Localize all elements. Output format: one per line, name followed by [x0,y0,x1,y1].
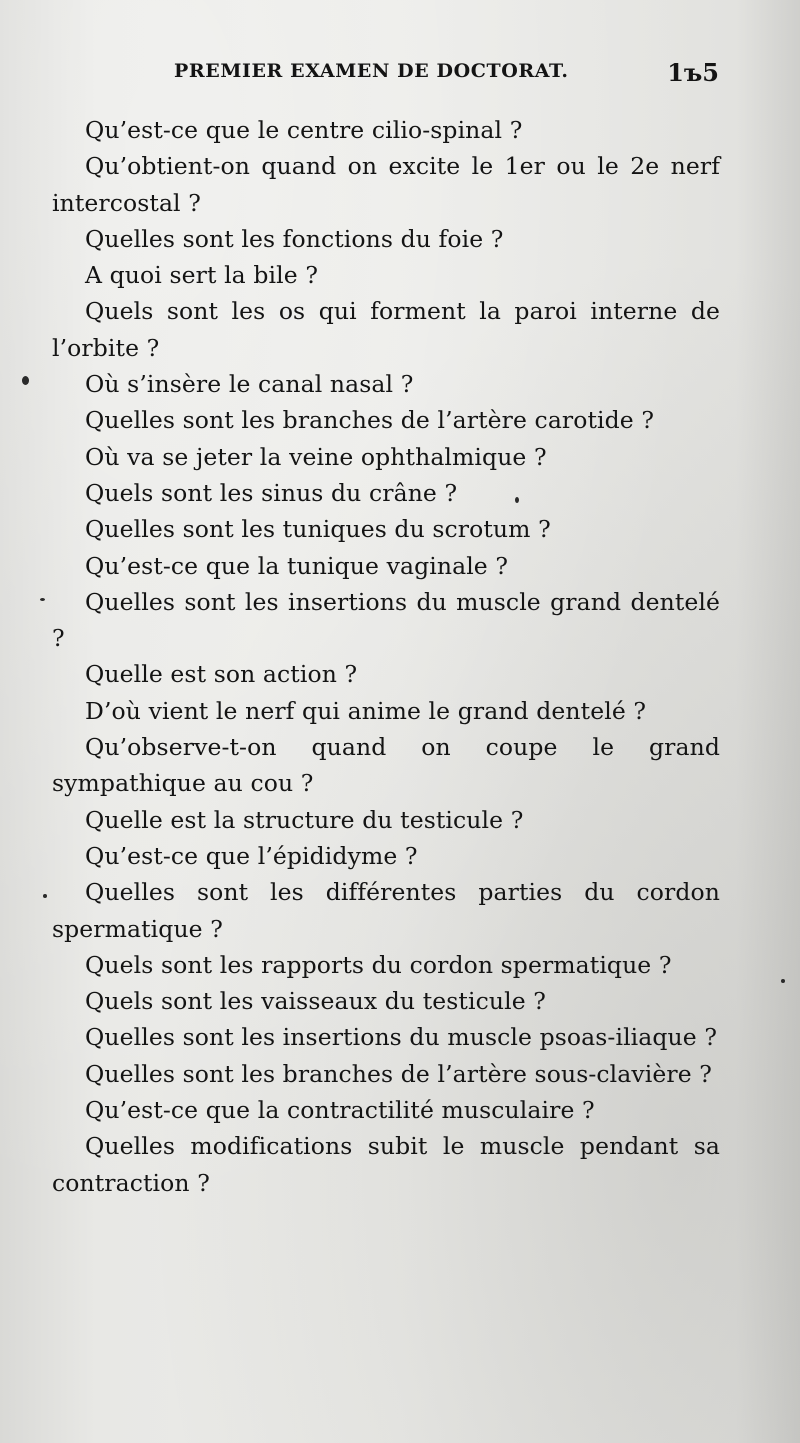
question-text: Quelles sont les fonctions du foie ? [85,224,504,253]
question-text: Quelles sont les insertions du muscle grand dentelé ? [52,587,720,653]
question-text: Quels sont les rapports du cordon spermatique ? [85,950,672,979]
page-header [174,58,719,98]
question-item [52,439,720,475]
question-item [52,402,720,438]
question-text: Qu’est-ce que la contractilité musculaire ? [85,1096,595,1125]
question-text: Quels sont les vaisseaux du testicule ? [85,987,546,1016]
question-text: Quelles sont les branches de l’artère carotide ? [85,406,655,435]
question-item [52,729,720,802]
question-text: Quelles sont les branches de l’artère sous-clavière ? [85,1059,712,1088]
question-item [52,293,720,366]
question-text: Quelles sont les tuniques du scrotum ? [85,515,551,544]
question-text: Où s’insère le canal nasal ? [85,370,414,399]
question-text: Qu’est-ce que la tunique vaginale ? [85,551,509,580]
question-text: A quoi sert la bile ? [85,261,319,290]
question-text: Quelles modifications subit le muscle pendant sa contraction ? [52,1132,720,1197]
ink-speck [781,979,785,983]
question-item [52,1056,720,1092]
question-item [52,548,720,584]
question-item [52,1019,720,1055]
question-text: Quelle est son action ? [85,660,358,689]
question-text: Qu’obtient-on quand on excite le 1er ou le 2e nerf intercostal ? [52,152,720,217]
question-text: Quels sont les os qui forment la paroi interne de l’orbite ? [52,297,720,362]
question-item [52,1128,720,1201]
question-text: Quels sont les sinus du crâne ? [85,478,458,507]
question-item [52,221,720,257]
ink-speck [22,376,29,385]
question-item [52,874,720,947]
question-item [52,148,720,221]
question-item [52,366,720,402]
question-item [52,584,720,657]
question-text: Quelles sont les insertions du muscle psoas-iliaque ? [85,1023,718,1052]
question-text: Quelle est la structure du testicule ? [85,805,524,834]
question-text: Quelles sont les différentes parties du cordon spermatique ? [52,878,720,943]
question-list [52,112,720,1201]
ink-speck [40,598,45,601]
question-item [52,257,720,293]
question-item [52,1092,720,1128]
question-text: Qu’est-ce que le centre cilio-spinal ? [85,116,523,144]
question-item [52,983,720,1019]
question-text: D’où vient le nerf qui anime le grand dentelé ? [85,696,647,725]
question-item [52,475,720,511]
page-number: 1ъ5 [667,58,719,87]
question-item [52,838,720,874]
question-item [52,947,720,983]
question-item [52,511,720,547]
question-text: Où va se jeter la veine ophthalmique ? [85,442,547,471]
ink-speck [43,894,47,898]
question-item [52,112,720,148]
question-item [52,693,720,729]
ink-speck [515,497,519,503]
question-item [52,656,720,692]
question-item [52,802,720,838]
running-title: PREMIER EXAMEN DE DOCTORAT. [174,60,569,82]
question-text: Qu’est-ce que l’épididyme ? [85,841,418,870]
question-text: Qu’observe-t-on quand on coupe le grand sympathique au cou ? [52,733,720,798]
